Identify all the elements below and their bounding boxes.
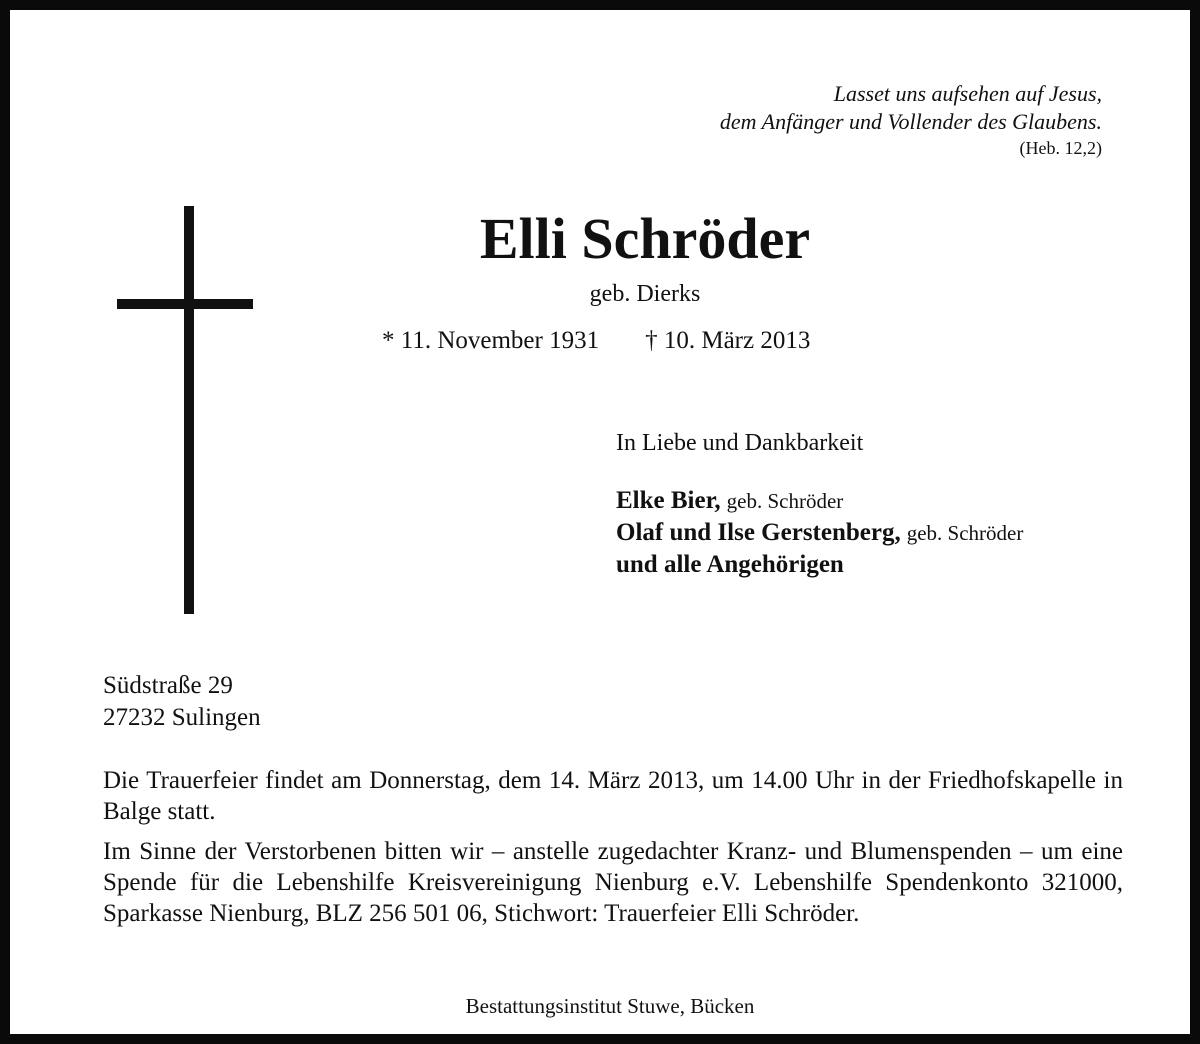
verse-line-2: dem Anfänger und Vollender des Glaubens. xyxy=(719,109,1102,134)
death-date: † 10. März 2013 xyxy=(645,327,811,354)
address-city: 27232 Sulingen xyxy=(103,704,261,731)
mourners-list xyxy=(616,485,1023,581)
life-dates xyxy=(382,325,810,357)
mourner-entry xyxy=(616,549,1023,581)
mourners-block xyxy=(616,427,1023,581)
mourner-entry xyxy=(616,517,1023,549)
mourner-name: Olaf und Ilse Gerstenberg, xyxy=(616,519,901,546)
mourner-note: geb. Schröder xyxy=(726,489,844,513)
cross-horizontal-beam xyxy=(117,299,253,309)
verse-reference: (Heb. 12,2) xyxy=(1019,138,1102,158)
cross-vertical-beam xyxy=(184,206,194,614)
maiden-name: geb. Dierks xyxy=(589,281,701,307)
mourners-intro: In Liebe und Dankbarkeit xyxy=(616,430,864,456)
funeral-home: Bestattungsinstitut Stuwe, Bücken xyxy=(465,994,755,1018)
address-street: Südstraße 29 xyxy=(103,672,233,699)
address-block xyxy=(103,670,261,734)
mourner-note: geb. Schröder xyxy=(906,521,1024,545)
birth-date: * 11. November 1931 xyxy=(382,327,600,354)
ceremony-paragraph: Die Trauerfeier findet am Donnerstag, dem 14. März 2013, um 14.00 Uhr in der Friedhofskapelle in Balge statt. xyxy=(103,767,1123,825)
verse-line-1: Lasset uns aufsehen auf Jesus, xyxy=(833,81,1102,106)
mourner-name: Elke Bier, xyxy=(616,487,721,514)
mourner-name: und alle Angehörigen xyxy=(616,551,844,578)
deceased-name: Elli Schröder xyxy=(479,206,811,271)
mourner-entry xyxy=(616,485,1023,517)
bible-verse xyxy=(720,80,1102,160)
donation-paragraph: Im Sinne der Verstorbenen bitten wir – anstelle zugedachter Kranz- und Blumenspenden – um eine Spende für die Lebenshilfe Kreisvereinigung Nienburg e.V. Lebenshilfe Spendenkonto 321000, Sparkasse Nienburg, BLZ 256 501 06, Stichwort: Trauerfeier Elli Schröder. xyxy=(103,838,1123,927)
